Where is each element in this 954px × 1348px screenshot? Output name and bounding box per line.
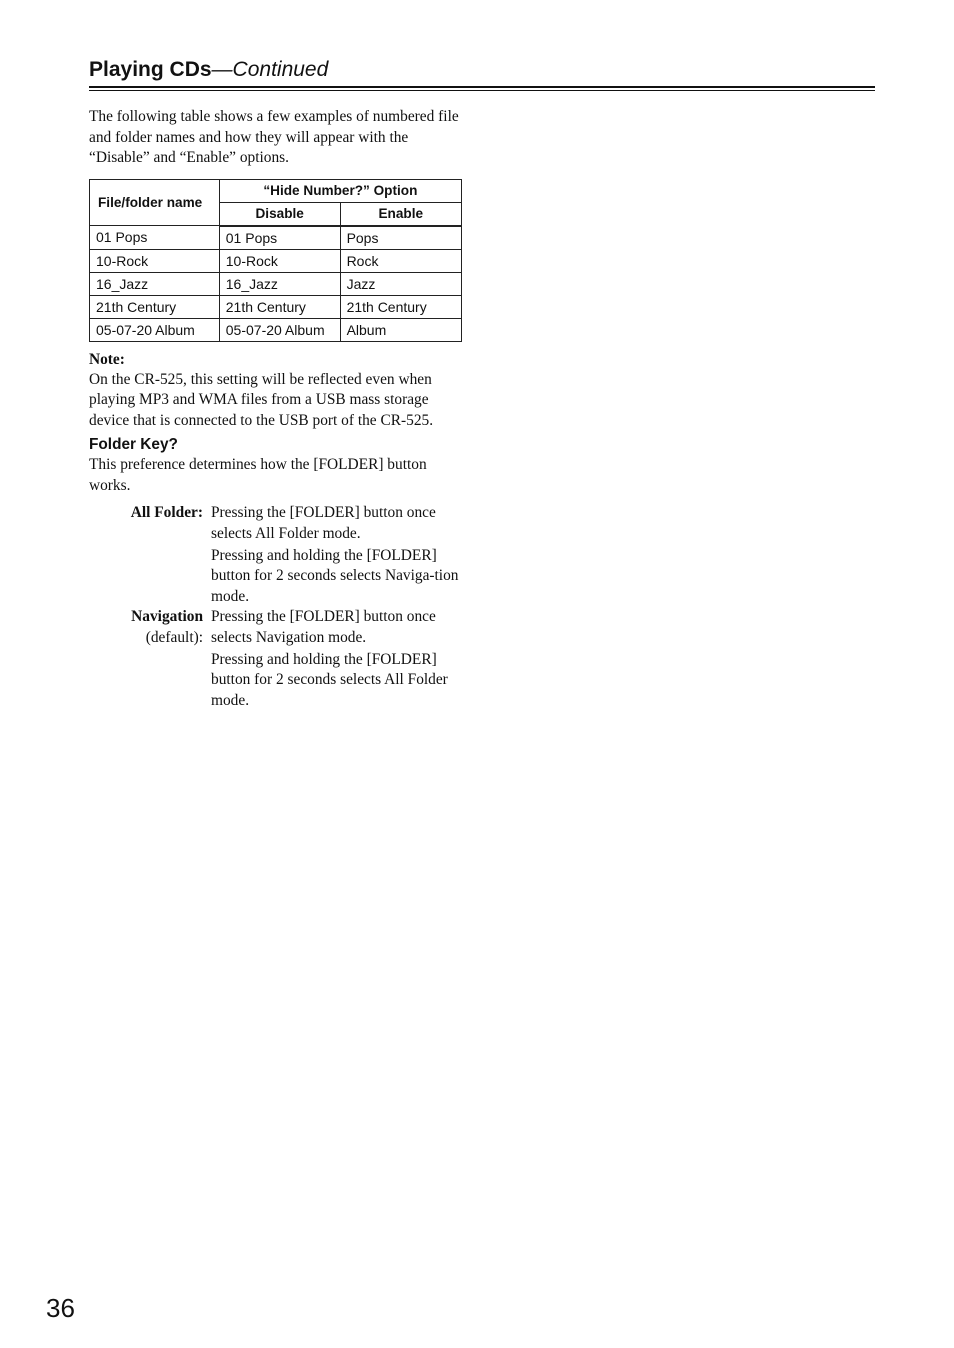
table-cell: Pops <box>340 226 461 250</box>
table-cell: 21th Century <box>219 295 340 318</box>
table-cell: 01 Pops <box>90 226 220 250</box>
option-all-folder <box>89 503 463 607</box>
table-cell: Jazz <box>340 272 461 295</box>
table-cell: 01 Pops <box>219 226 340 250</box>
table-row <box>90 318 462 341</box>
table-cell: 16_Jazz <box>90 272 220 295</box>
col-group-header-hide-number: “Hide Number?” Option <box>219 179 461 202</box>
table-cell: Album <box>340 318 461 341</box>
table-row <box>90 295 462 318</box>
option-description: Pressing and holding the [FOLDER] button for 2 seconds selects Naviga-tion mode. <box>211 546 459 605</box>
table-cell: 16_Jazz <box>219 272 340 295</box>
table-cell: Rock <box>340 249 461 272</box>
option-term: Navigation <box>131 608 203 625</box>
table-cell: 21th Century <box>90 295 220 318</box>
header-rule-thick <box>89 86 875 88</box>
col-header-enable: Enable <box>340 202 461 226</box>
page-number: 36 <box>46 1293 75 1323</box>
table-cell: 05-07-20 Album <box>219 318 340 341</box>
option-navigation <box>89 607 463 711</box>
folder-key-description: This preference determines how the [FOLDER] button works. <box>89 456 427 494</box>
note-text: On the CR-525, this setting will be reflected even when playing MP3 and WMA files from a USB mass storage device that is connected to the USB port of the CR-525. <box>89 370 434 429</box>
examples-table <box>89 179 462 342</box>
col-header-disable: Disable <box>219 202 340 226</box>
page-header <box>89 57 875 83</box>
folder-key-title: Folder Key? <box>89 436 178 453</box>
table-row <box>90 272 462 295</box>
table-row <box>90 226 462 250</box>
continued-label: —Continued <box>211 58 329 81</box>
note-title: Note: <box>89 350 125 368</box>
table-row <box>90 249 462 272</box>
table-cell: 05-07-20 Album <box>90 318 220 341</box>
col-header-file-folder-name: File/folder name <box>90 179 220 226</box>
table-cell: 10-Rock <box>90 249 220 272</box>
option-term: All Folder: <box>130 504 203 521</box>
content-column <box>89 107 463 711</box>
option-description: Pressing the [FOLDER] button once selects Navigation mode. <box>211 608 436 646</box>
option-term-default: (default): <box>145 628 203 646</box>
folder-key-options <box>89 503 463 711</box>
table-cell: 10-Rock <box>219 249 340 272</box>
header-rule-thin <box>89 90 875 91</box>
option-description: Pressing the [FOLDER] button once selects All Folder mode. <box>211 504 436 542</box>
intro-paragraph: The following table shows a few examples of numbered file and folder names and how they will appear with the “Disable” and “Enable” options. <box>89 108 459 166</box>
section-title: Playing CDs <box>89 58 212 81</box>
option-description: Pressing and holding the [FOLDER] button for 2 seconds selects All Folder mode. <box>211 650 448 709</box>
table-cell: 21th Century <box>340 295 461 318</box>
